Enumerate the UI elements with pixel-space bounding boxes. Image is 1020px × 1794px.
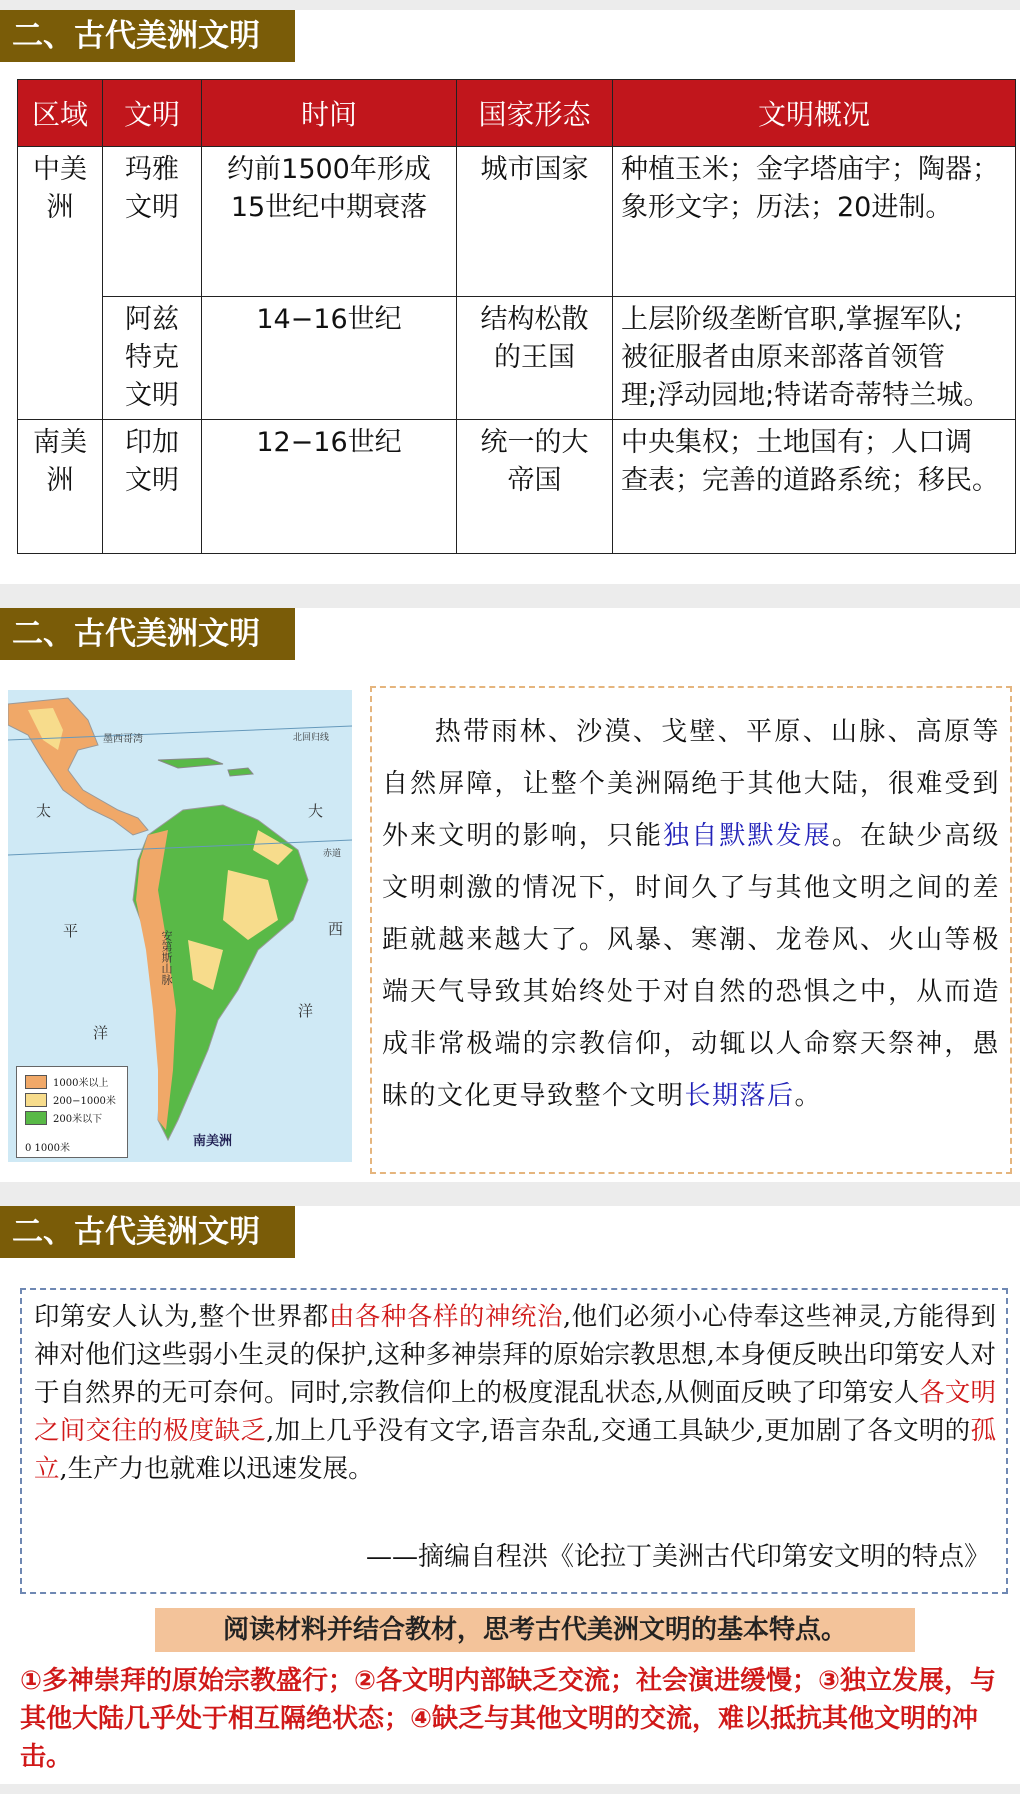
quote-highlight: 各文明之间交往的极度缺乏 <box>34 1378 996 1446</box>
legend-label: 200−1000米 <box>53 1096 116 1107</box>
legend-swatch <box>25 1111 47 1125</box>
legend-swatch <box>25 1093 47 1107</box>
passage-text: 。 <box>794 1081 823 1111</box>
map-label-gulf: 墨西哥湾 <box>103 734 143 745</box>
cell-region: 南美洲 <box>18 420 103 554</box>
cell-time: 12−16世纪 <box>202 420 457 554</box>
table-row <box>18 420 1016 554</box>
map-label-atlantic-3: 洋 <box>298 1002 314 1020</box>
cell-overview: 上层阶级垄断官职,掌握军队; 被征服者由原来部落首领管 理;浮动园地;特诺奇蒂特兰城。 <box>613 297 1016 420</box>
map-label-pacific-2: 平 <box>63 922 79 940</box>
cell-time: 约前1500年形成15世纪中期衰落 <box>202 147 457 297</box>
passage-box <box>370 686 1012 1174</box>
header-time: 时间 <box>202 80 457 147</box>
section-title: 二、古代美洲文明 <box>0 608 295 660</box>
legend-label: 1000米以上 <box>53 1078 109 1089</box>
table-header-row <box>18 80 1016 147</box>
section-title: 二、古代美洲文明 <box>0 10 295 62</box>
cell-state-form: 城市国家 <box>457 147 613 297</box>
passage-highlight: 独自默默发展 <box>663 821 832 851</box>
passage-text: 。在缺少高级文明刺激的情况下，时间久了与其他文明之间的差距就越来越大了。风暴、寒潮、龙卷风、火山等极端天气导致其始终处于对自然的恐惧之中，从而造成非常极端的宗教信仰，动辄以人命察天祭神，愚昧的文化更导致整个文明 <box>382 821 1000 1111</box>
cell-civilization: 玛雅文明 <box>103 147 202 297</box>
slide-table <box>0 10 1020 584</box>
map-label-pacific-3: 洋 <box>93 1024 109 1042</box>
quote-text: 印第安人认为,整个世界都 <box>34 1302 329 1332</box>
header-state-form: 国家形态 <box>457 80 613 147</box>
quote-highlight: 孤立 <box>34 1416 996 1484</box>
section-title: 二、古代美洲文明 <box>0 1206 295 1258</box>
quote-text: ,加上几乎没有文字,语言杂乱,交通工具缺少,更加剧了各文明的 <box>266 1416 971 1446</box>
cell-time: 14−16世纪 <box>202 297 457 420</box>
map-label-pacific-1: 太 <box>36 802 52 820</box>
quote-highlight: 由各种各样的神统治 <box>328 1302 563 1332</box>
legend-swatch <box>25 1075 47 1089</box>
legend-item <box>25 1109 125 1125</box>
cell-state-form: 统一的大帝国 <box>457 420 613 554</box>
quote-source: ——摘编自程洪《论拉丁美洲古代印第安文明的特点》 <box>365 1542 990 1572</box>
table-row <box>18 297 1016 420</box>
map-label-atlantic-1: 大 <box>308 802 324 820</box>
civilization-table <box>17 79 1016 554</box>
cell-state-form: 结构松散的王国 <box>457 297 613 420</box>
passage-highlight: 长期落后 <box>684 1081 795 1111</box>
answer-text: ①多神崇拜的原始宗教盛行；②各文明内部缺乏交流；社会演进缓慢；③独立发展，与其他大陆几乎处于相互隔绝状态；④缺乏与其他文明的交流，难以抵抗其他文明的冲击。 <box>20 1666 997 1772</box>
passage-text: 热带雨林、沙漠、戈壁、平原、山脉、高原等自然屏障，让整个美洲隔绝于其他大陆，很难受到外来文明的影响，只能 <box>382 717 1000 851</box>
map-label-tropic: 北回归线 <box>293 733 330 743</box>
cell-region: 中美洲 <box>18 147 103 297</box>
map-legend <box>16 1066 128 1158</box>
legend-item <box>25 1073 125 1089</box>
cell-overview: 种植玉米；金字塔庙宇；陶器； 象形文字；历法；20进制。 <box>613 147 1016 297</box>
quote-box <box>20 1288 1008 1594</box>
quote-text: ,他们必须小心侍奉这些神灵,方能得到神对他们这些弱小生灵的保护,这种多神崇拜的原始宗教思想,本身便反映出印第安人对于自然界的无可奈何。同时,宗教信仰上的极度混乱状态,从侧面反映了印第安人 <box>34 1302 996 1408</box>
cell-civilization: 阿兹特克文明 <box>103 297 202 420</box>
header-region: 区域 <box>18 80 103 147</box>
legend-item <box>25 1091 125 1107</box>
table-row <box>18 147 1016 297</box>
quote-text: ,生产力也就难以迅速发展。 <box>59 1454 374 1484</box>
map-label-andes: 安第斯山脉 <box>160 930 173 985</box>
cell-region-empty <box>18 297 103 420</box>
cell-civilization: 印加文明 <box>103 420 202 554</box>
question-prompt: 阅读材料并结合教材，思考古代美洲文明的基本特点。 <box>155 1608 915 1652</box>
map-label-south-america: 南美洲 <box>193 1134 233 1149</box>
map-scale: 0 1000米 <box>25 1143 70 1154</box>
header-civilization: 文明 <box>103 80 202 147</box>
header-overview: 文明概况 <box>613 80 1016 147</box>
map-label-atlantic-2: 西 <box>328 920 344 938</box>
legend-label: 200米以下 <box>53 1114 103 1125</box>
cell-overview: 中央集权；土地国有；人口调 查表；完善的道路系统；移民。 <box>613 420 1016 554</box>
map-label-equator: 赤道 <box>323 849 342 859</box>
americas-terrain-map <box>8 690 352 1162</box>
